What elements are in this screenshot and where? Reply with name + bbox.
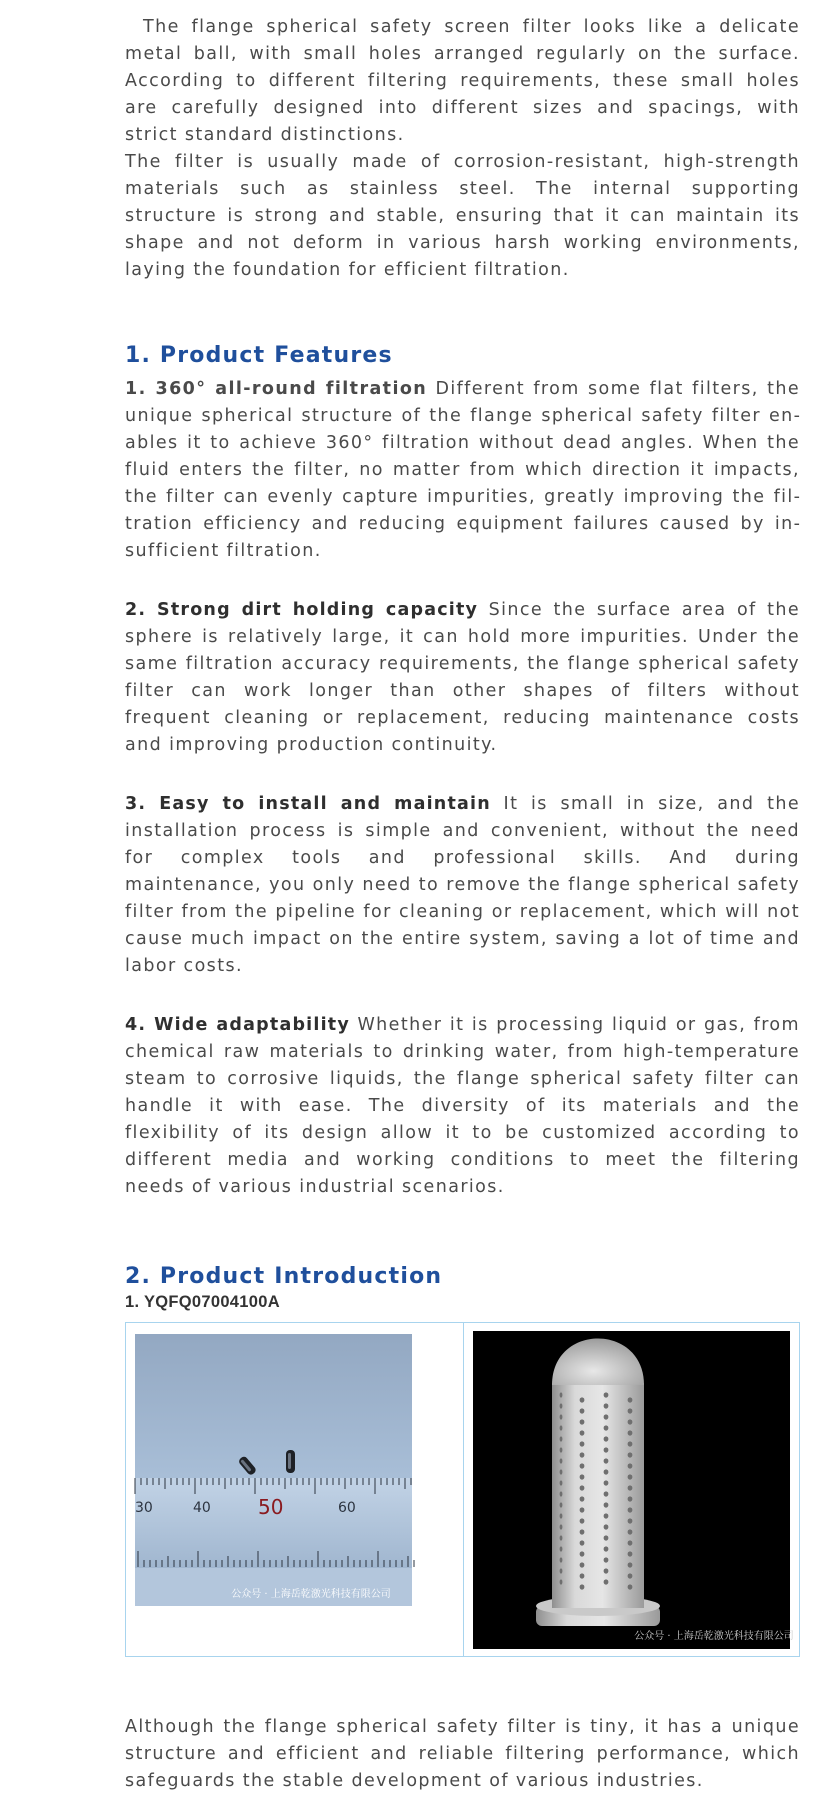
product-image-table	[125, 1322, 800, 1657]
feature-title-3: 3. Easy to install and maintain	[125, 794, 491, 814]
feature-title-2: 2. Strong dirt holding capacity	[125, 600, 479, 620]
image-cell-render	[464, 1323, 799, 1656]
feature-title-4: 4. Wide adaptability	[125, 1015, 350, 1035]
feature-text-4: Whether it is processing liquid or gas, from chemical raw materials to drinking water, from high-temperature steam to corrosive liquids, the flange spherical safety filter can handle it with ease. The diversity of its materials and the flexibility of its design allow it to be customized according to different media and working conditions to meet the filtering needs of various industrial scenarios.	[125, 1015, 800, 1197]
feature-paragraph-4	[125, 1012, 800, 1201]
feature-paragraph-2	[125, 597, 800, 759]
filter-render	[464, 1323, 799, 1658]
section-heading-features: 1. Product Features	[125, 343, 393, 368]
section-heading-introduction: 2. Product Introduction	[125, 1264, 443, 1289]
ruler-photo	[126, 1323, 464, 1658]
ruler-label-60: 60	[338, 1500, 356, 1516]
product-model-title: 1. YQFQ07004100A	[125, 1293, 280, 1311]
ruler-label-50: 50	[258, 1495, 284, 1519]
feature-text-3: It is small in size, and the installation process is simple and convenient, without the need for complex tools and professional skills. And during maintenance, you only need to remove the flange spherical safety filter from the pipeline for cleaning or replacement, which will not cause much impact on the entire system, saving a lot of time and labor costs.	[125, 794, 801, 976]
feature-text-1: Different from some flat filters, the unique spherical structure of the flange spherical safety filter enables it to achieve 360° filtration without dead angles. When the fluid enters the filter, no matter from which direction it impacts, the filter can evenly capture impurities, greatly improving the filtration efficiency and reducing equipment failures caused by insufficient filtration.	[125, 379, 800, 561]
conclusion-block	[125, 1714, 800, 1795]
intro-paragraph-1: The flange spherical safety screen filter looks like a delicate metal ball, with small holes arranged regularly on the surface. According to different filtering requirements, these small holes are carefully designed into different sizes and spacings, with strict standard distinctions.	[125, 17, 800, 145]
watermark-left: 公众号 · 上海岳乾激光科技有限公司	[231, 1589, 391, 1600]
conclusion-paragraph: Although the flange spherical safety filter is tiny, it has a unique structure and efficient and reliable filtering performance, which safeguards the stable development of various industries.	[125, 1717, 800, 1791]
image-cell-ruler	[126, 1323, 464, 1656]
feature-title-1: 1. 360° all-round filtration	[125, 379, 428, 399]
feature-text-2: Since the surface area of the sphere is relatively large, it can hold more impurities. Under the same filtration accuracy requirements, the flange spherical safety filter can work longer than other shapes of filters without frequent cleaning or replacement, reducing maintenance costs and improving production continuity.	[125, 600, 800, 755]
article-body	[125, 0, 800, 1657]
feature-paragraph-3	[125, 791, 800, 980]
ruler-label-40: 40	[193, 1500, 211, 1516]
watermark-right: 公众号 · 上海岳乾激光科技有限公司	[634, 1631, 794, 1642]
feature-paragraph-1	[125, 376, 800, 565]
intro-paragraph-2: The filter is usually made of corrosion-resistant, high-strength materials such as stainless steel. The internal supporting structure is strong and stable, ensuring that it can maintain its shape and not deform in various harsh working environments, laying the foundation for efficient filtration.	[125, 152, 800, 280]
ruler-label-30: 30	[135, 1500, 153, 1516]
